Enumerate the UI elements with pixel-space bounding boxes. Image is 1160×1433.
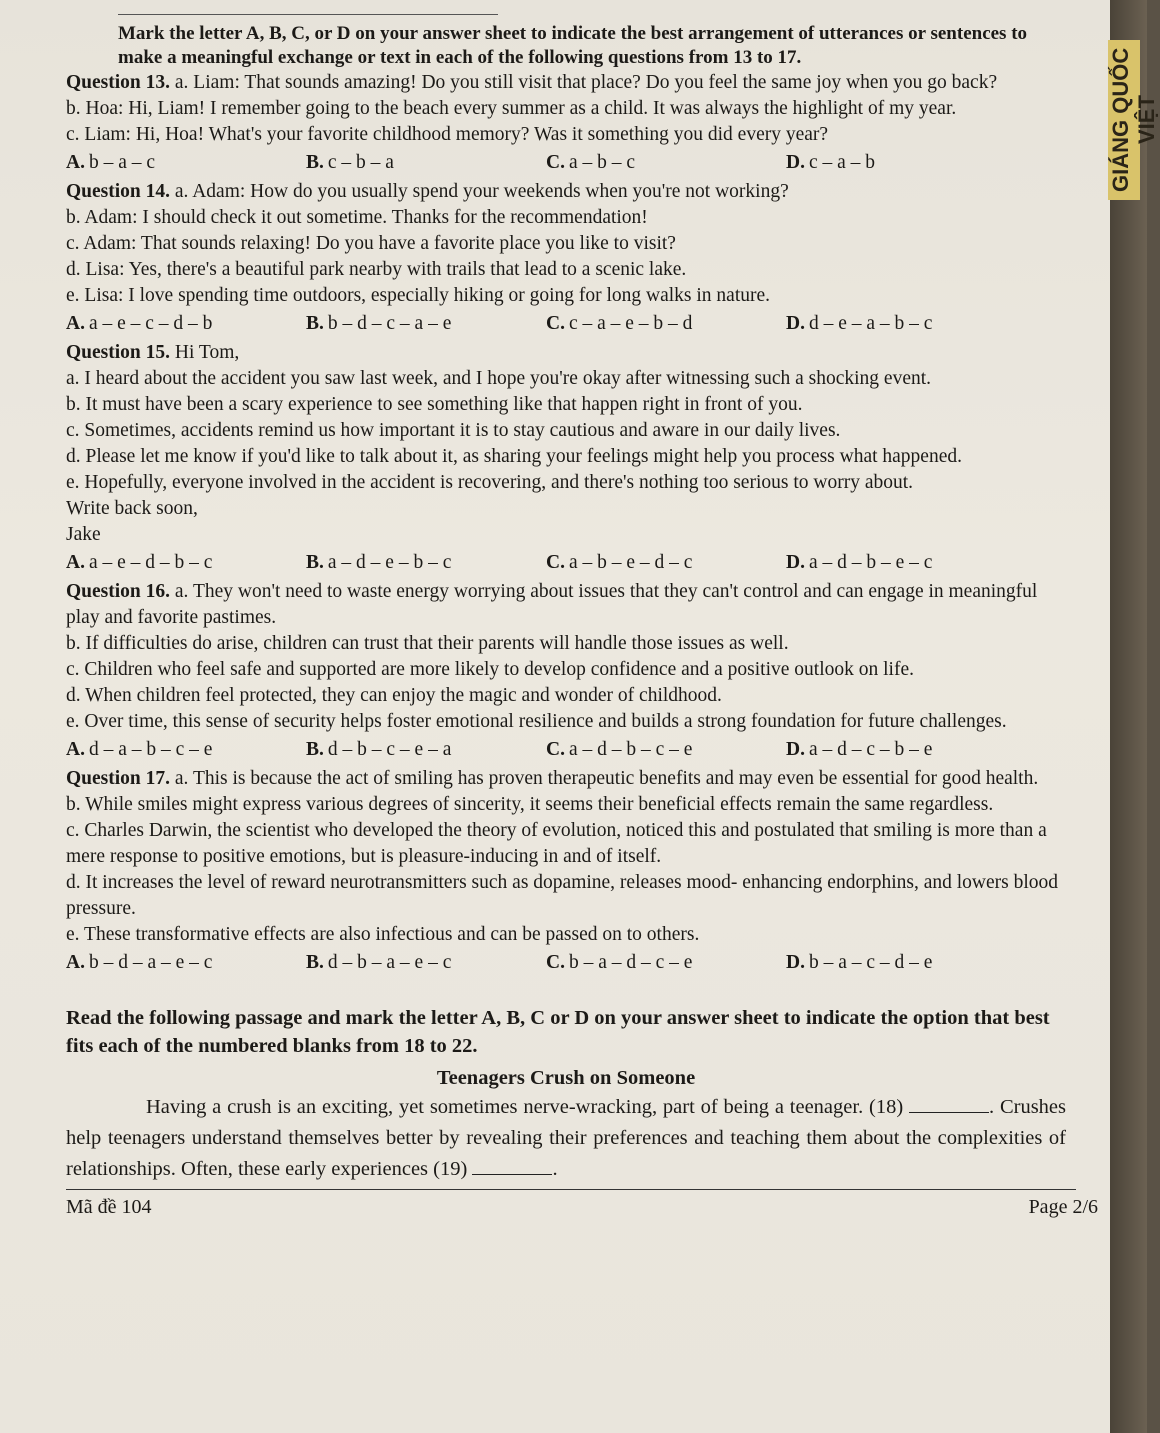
option-text: d – a – b – c – e [88, 739, 213, 760]
answer-option [786, 949, 1026, 976]
option-letter: A. [66, 152, 85, 173]
option-text: d – e – a – b – c [808, 313, 933, 334]
question-line [66, 418, 1066, 444]
question-line [66, 522, 1066, 548]
option-letter: B. [306, 152, 324, 173]
question-line-text: c. Children who feel safe and supported are more likely to develop confidence and a positive outlook on life. [66, 659, 914, 680]
question-line-text: a. I heard about the accident you saw last week, and I hope you're okay after witnessing such a shocking event. [66, 368, 932, 389]
answer-option [786, 149, 1026, 176]
question-line-text: Hi Tom, [174, 342, 240, 363]
option-text: a – d – b – c – e [568, 739, 693, 760]
answer-option [546, 310, 786, 337]
question-line [66, 283, 1066, 309]
section1-instructions: Mark the letter A, B, C, or D on your answer sheet to indicate the best arrangement of utterances or sentences to make a meaningful exchange or text in each of the following questions from 13 to 17. [118, 23, 1028, 68]
question-line [66, 792, 1066, 818]
answer-option [546, 949, 786, 976]
option-letter: C. [546, 152, 565, 173]
question-line [66, 70, 1066, 96]
answer-option [66, 549, 306, 576]
option-letter: B. [306, 552, 324, 573]
option-text: b – a – d – c – e [568, 952, 693, 973]
question-line-text: b. While smiles might express various degrees of sincerity, it seems their beneficial effects remain the same regardless. [66, 794, 994, 815]
question-line-text: Jake [66, 524, 101, 545]
option-letter: B. [306, 739, 324, 760]
page-number: Page 2/6 [1028, 1196, 1098, 1218]
question-block [66, 579, 1066, 763]
answer-option [66, 949, 306, 976]
footer-rule [66, 1189, 1076, 1190]
question-number: Question 16. [66, 581, 171, 602]
option-letter: C. [546, 313, 565, 334]
question-number: Question 15. [66, 342, 171, 363]
exam-code: Mã đề 104 [66, 1196, 152, 1218]
answer-options [66, 149, 1066, 176]
question-line [66, 205, 1066, 231]
answer-options [66, 549, 1066, 576]
question-line [66, 96, 1066, 122]
question-line-text: c. Liam: Hi, Hoa! What's your favorite childhood memory? Was it something you did every year? [66, 124, 829, 145]
question-line [66, 818, 1066, 870]
option-letter: A. [66, 739, 85, 760]
question-line-text: b. Adam: I should check it out sometime. Thanks for the recommendation! [66, 207, 648, 228]
option-letter: C. [546, 952, 565, 973]
question-line [66, 579, 1066, 631]
question-line-text: c. Sometimes, accidents remind us how important it is to stay cautious and aware in our daily lives. [66, 420, 841, 441]
option-text: a – e – c – d – b [88, 313, 213, 334]
question-block [66, 70, 1066, 176]
answer-option [306, 736, 546, 763]
answer-option [546, 736, 786, 763]
answer-option [306, 549, 546, 576]
option-letter: A. [66, 952, 85, 973]
blank-19 [472, 1156, 552, 1175]
answer-option [306, 310, 546, 337]
question-line [66, 444, 1066, 470]
question-line-text: c. Charles Darwin, the scientist who developed the theory of evolution, noticed this and postulated that smiling is more than a mere response to positive emotions, but is pleasure-inducing in and of itself. [66, 820, 1047, 867]
answer-options [66, 736, 1066, 763]
question-line-text: b. Hoa: Hi, Liam! I remember going to the beach every summer as a child. It was always the highlight of my year. [66, 98, 957, 119]
page-footer [66, 1196, 1098, 1219]
question-line-text: Write back soon, [66, 498, 198, 519]
question-line-text: e. These transformative effects are also infectious and can be passed on to others. [66, 924, 700, 945]
question-line-text: a. Adam: How do you usually spend your weekends when you're not working? [174, 181, 789, 202]
answer-options [66, 310, 1066, 337]
question-number: Question 13. [66, 72, 171, 93]
question-line [66, 257, 1066, 283]
side-stamp-logo: GIÁNG QUỐC VIỆT [1108, 40, 1140, 200]
question-line [66, 709, 1066, 735]
question-line-text: e. Over time, this sense of security helps foster emotional resilience and builds a strong foundation for future challenges. [66, 711, 1007, 732]
passage-title: Teenagers Crush on Someone [436, 1067, 696, 1089]
answer-option [786, 310, 1026, 337]
option-text: a – d – e – b – c [327, 552, 452, 573]
option-text: a – b – c [568, 152, 636, 173]
option-letter: C. [546, 739, 565, 760]
option-letter: D. [786, 952, 805, 973]
passage-text-end: . [552, 1158, 558, 1180]
answer-option [786, 736, 1026, 763]
option-text: b – a – c – d – e [808, 952, 933, 973]
page-content [66, 22, 1098, 1219]
answer-option [66, 149, 306, 176]
answer-option [546, 149, 786, 176]
question-line-text: d. Lisa: Yes, there's a beautiful park nearby with trails that lead to a scenic lake. [66, 259, 687, 280]
option-letter: C. [546, 552, 565, 573]
passage-text-2: . Crushes help teenagers understand themselves better by revealing their preferences and teaching them about the complexities of relationships. Often, these early experiences (19) [66, 1096, 1067, 1180]
question-block [66, 340, 1066, 576]
option-letter: B. [306, 952, 324, 973]
option-letter: D. [786, 739, 805, 760]
passage-paragraph [66, 1092, 1066, 1185]
question-line [66, 683, 1066, 709]
question-line-text: d. It increases the level of reward neurotransmitters such as dopamine, releases mood- enhancing endorphins, and lowers blood pressure. [66, 872, 1059, 919]
answer-option [306, 949, 546, 976]
question-line [66, 631, 1066, 657]
option-text: c – a – b [808, 152, 876, 173]
question-line [66, 922, 1066, 948]
option-letter: B. [306, 313, 324, 334]
question-number: Question 14. [66, 181, 171, 202]
option-text: d – b – c – e – a [327, 739, 452, 760]
question-line [66, 366, 1066, 392]
question-line [66, 122, 1066, 148]
blank-18 [909, 1094, 989, 1113]
question-line-text: a. This is because the act of smiling has proven therapeutic benefits and may even be essential for good health. [174, 768, 1039, 789]
option-text: a – e – d – b – c [88, 552, 213, 573]
option-text: c – a – e – b – d [568, 313, 693, 334]
option-text: b – a – c [88, 152, 156, 173]
question-line-text: e. Lisa: I love spending time outdoors, especially hiking or going for long walks in nature. [66, 285, 771, 306]
question-number: Question 17. [66, 768, 171, 789]
option-text: b – d – c – a – e [327, 313, 452, 334]
option-letter: D. [786, 552, 805, 573]
question-line-text: e. Hopefully, everyone involved in the accident is recovering, and there's nothing too serious to worry about. [66, 472, 914, 493]
option-text: a – d – c – b – e [808, 739, 933, 760]
option-text: a – d – b – e – c [808, 552, 933, 573]
top-rule [118, 14, 498, 15]
passage-text-1: Having a crush is an exciting, yet sometimes nerve-wracking, part of being a teenager. (18) [146, 1096, 904, 1118]
question-line-text: d. When children feel protected, they can enjoy the magic and wonder of childhood. [66, 685, 722, 706]
question-line [66, 231, 1066, 257]
answer-option [786, 549, 1026, 576]
option-letter: A. [66, 313, 85, 334]
question-list [66, 70, 1066, 976]
question-line [66, 392, 1066, 418]
option-letter: D. [786, 152, 805, 173]
question-line-text: a. They won't need to waste energy worrying about issues that they can't control and can engage in meaningful play and favorite pastimes. [66, 581, 1038, 628]
question-line-text: d. Please let me know if you'd like to talk about it, as sharing your feelings might help you process what happened. [66, 446, 962, 467]
option-text: c – b – a [327, 152, 394, 173]
question-line [66, 496, 1066, 522]
option-letter: D. [786, 313, 805, 334]
answer-option [306, 149, 546, 176]
option-letter: A. [66, 552, 85, 573]
option-text: a – b – e – d – c [568, 552, 693, 573]
side-binding [1110, 0, 1147, 1433]
question-line [66, 470, 1066, 496]
answer-option [66, 310, 306, 337]
answer-options [66, 949, 1066, 976]
section2-instructions: Read the following passage and mark the letter A, B, C or D on your answer sheet to indicate the option that best fits each of the numbered blanks from 18 to 22. [66, 1007, 1050, 1057]
question-block [66, 179, 1066, 337]
answer-option [546, 549, 786, 576]
question-line-text: c. Adam: That sounds relaxing! Do you have a favorite place you like to visit? [66, 233, 676, 254]
question-block [66, 766, 1066, 976]
question-line-text: b. If difficulties do arise, children can trust that their parents will handle those issues as well. [66, 633, 789, 654]
question-line-text: a. Liam: That sounds amazing! Do you still visit that place? Do you feel the same joy when you go back? [174, 72, 998, 93]
question-line [66, 657, 1066, 683]
question-line [66, 766, 1066, 792]
question-line [66, 179, 1066, 205]
question-line-text: b. It must have been a scary experience to see something like that happen right in front of you. [66, 394, 803, 415]
option-text: d – b – a – e – c [327, 952, 452, 973]
question-line [66, 340, 1066, 366]
answer-option [66, 736, 306, 763]
question-line [66, 870, 1066, 922]
option-text: b – d – a – e – c [88, 952, 213, 973]
